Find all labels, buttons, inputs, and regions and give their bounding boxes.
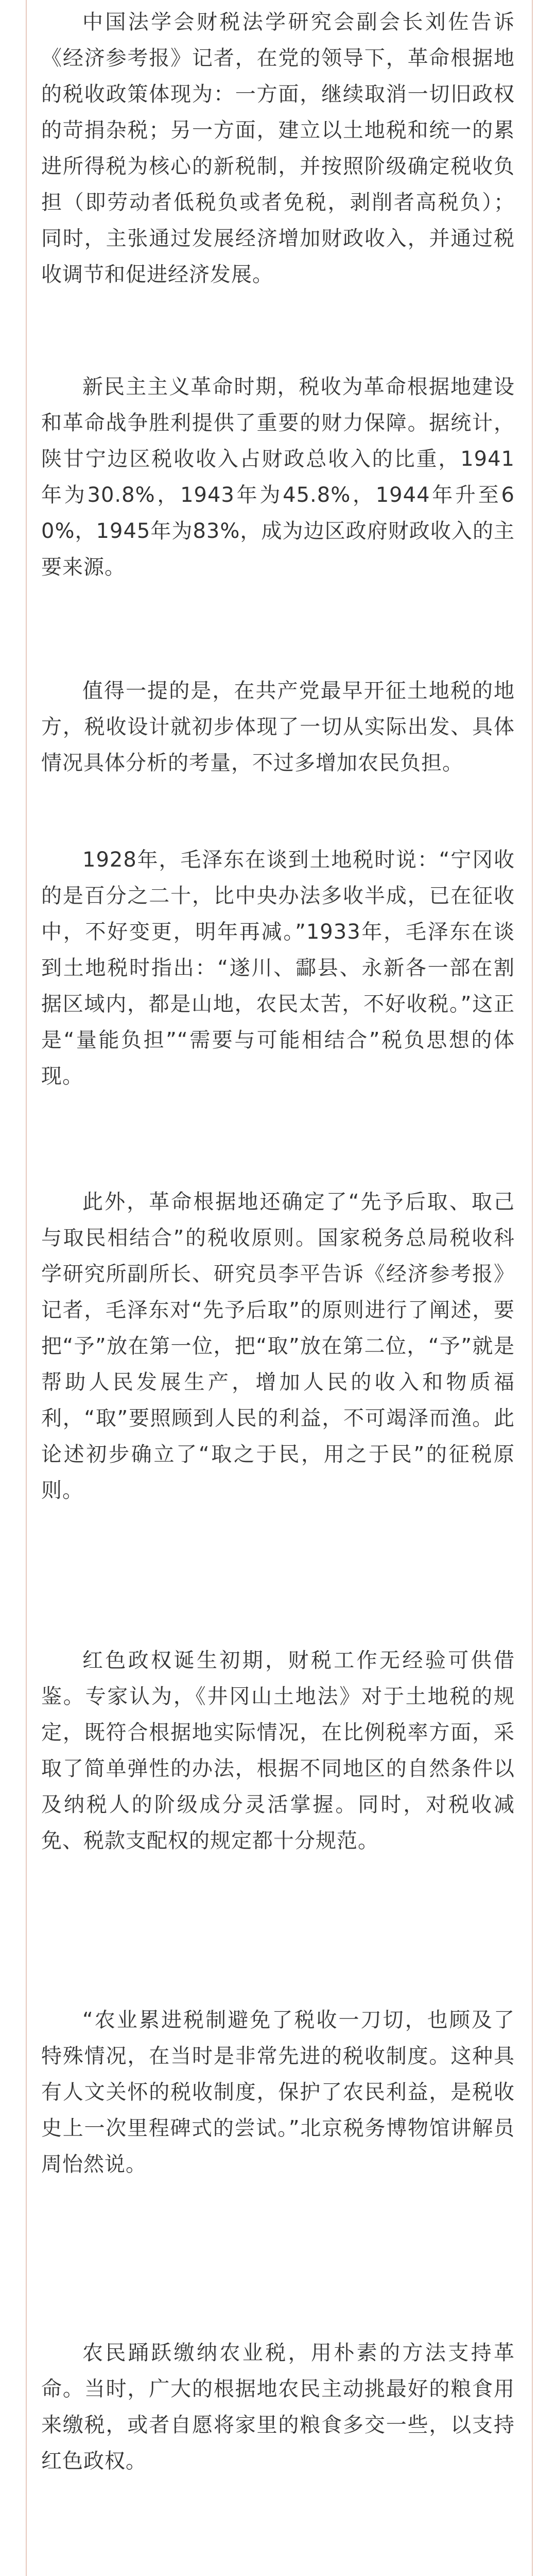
article-paragraph: 此外，革命根据地还确定了“先予后取、取己与取民相结合”的税收原则。国家税务总局税收科学研究所副所长、研究员李平告诉《经济参考报》记者，毛泽东对“先予后取”的原则进行了阐述，要把“予”放在第一位，把“取”放在第二位，“予”就是帮助人民发展生产，增加人民的收入和物质福利，“取”要照顾到人民的利益，不可竭泽而渔。此论述初步确立了“取之于民，用之于民”的征税原则。 [41, 1190, 515, 1502]
article-paragraph: 农民踊跃缴纳农业税，用朴素的方法支持革命。当时，广大的根据地农民主动挑最好的粮食用来缴税，或者自愿将家里的粮食多交一些，以支持红色政权。 [41, 2341, 515, 2473]
article-paragraph: 红色政权诞生初期，财税工作无经验可供借鉴。专家认为，《井冈山土地法》对于土地税的规定，既符合根据地实际情况，在比例税率方面，采取了简单弹性的办法，根据不同地区的自然条件以及纳税人的阶级成分灵活掌握。同时，对税收减免、税款支配权的规定都十分规范。 [41, 1649, 515, 1853]
article-paragraph: 值得一提的是，在共产党最早开征土地税的地方，税收设计就初步体现了一切从实际出发、具体情况具体分析的考量，不过多增加农民负担。 [41, 679, 515, 775]
article-paragraph: 中国法学会财税法学研究会副会长刘佐告诉《经济参考报》记者，在党的领导下，革命根据地的税收政策体现为：一方面，继续取消一切旧政权的苛捐杂税；另一方面，建立以土地税和统一的累进所得税为核心的新税制，并按照阶级确定税收负担（即劳动者低税负或者免税，剥削者高税负）；同时，主张通过发展经济增加财政收入，并通过税收调节和促进经济发展。 [41, 10, 515, 286]
article-paragraph: 1928年，毛泽东在谈到土地税时说：“宁冈收的是百分之二十，比中央办法多收半成，已在征收中，不好变更，明年再减。”1933年，毛泽东在谈到土地税时指出：“遂川、酃县、永新各一部在割据区域内，都是山地，农民太苦，不好收税。”这正是“量能负担”“需要与可能相结合”税负思想的体现。 [41, 848, 515, 1088]
article-paragraph: “农业累进税制避免了税收一刀切，也顾及了特殊情况，在当时是非常先进的税收制度。这种具有人文关怀的税收制度，保护了农民利益，是税收史上一次里程碑式的尝试。”北京税务博物馆讲解员周怡然说。 [41, 2008, 515, 2176]
article-paragraph: 新民主主义革命时期，税收为革命根据地建设和革命战争胜利提供了重要的财力保障。据统计，陕甘宁边区税收收入占财政总收入的比重，1941年为30.8%，1943年为45.8%，1944年升至60%，1945年为83%，成为边区政府财政收入的主要来源。 [41, 375, 515, 579]
article-body [26, 0, 533, 2576]
